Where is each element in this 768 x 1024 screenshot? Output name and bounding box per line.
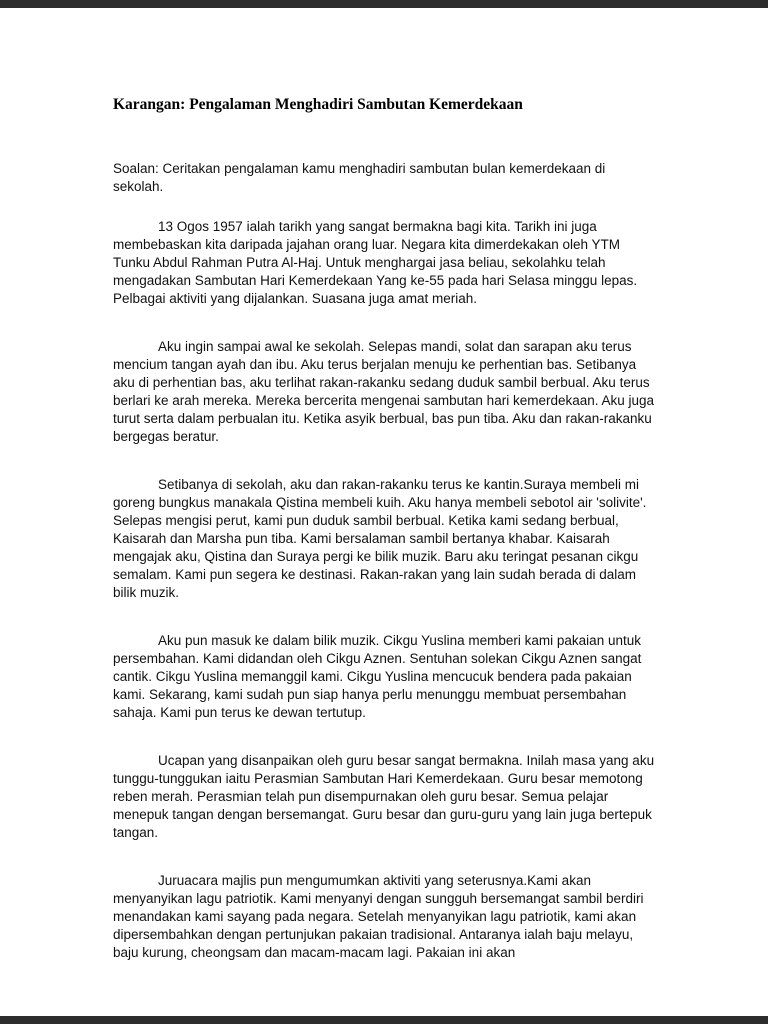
- page-bottom-edge: [0, 1016, 768, 1024]
- essay-paragraph-4: Aku pun masuk ke dalam bilik muzik. Cikgu Yuslina memberi kami pakaian untuk persembahan. Kami didandan oleh Cikgu Aznen. Sentuhan solekan Cikgu Aznen sangat cantik. Cikgu Yuslina memanggil kami. Cikgu Yuslina mencucuk bendera pada pakaian kami. Sekarang, kami sudah pun siap hanya perlu menunggu membuat persembahan sahaja. Kami pun terus ke dewan tertutup.: [113, 633, 642, 720]
- essay-paragraph-1: 13 Ogos 1957 ialah tarikh yang sangat bermakna bagi kita. Tarikh ini juga membebaskan kita daripada jajahan orang luar. Negara kita dimerdekakan oleh YTM Tunku Abdul Rahman Putra Al-Haj. Untuk menghargai jasa beliau, sekolahku telah mengadakan Sambutan Hari Kemerdekaan Yang ke-55 pada hari Selasa minggu lepas. Pelbagai aktiviti yang dijalankan. Suasana juga amat meriah.: [113, 219, 638, 306]
- document-page: [0, 8, 768, 1016]
- essay-question: Soalan: Ceritakan pengalaman kamu menghadiri sambutan bulan kemerdekaan di sekolah.: [113, 161, 606, 194]
- essay-paragraph-2: Aku ingin sampai awal ke sekolah. Selepas mandi, solat dan sarapan aku terus mencium tangan ayah dan ibu. Aku terus berjalan menuju ke perhentian bas. Setibanya aku di perhentian bas, aku terlihat rakan-rakanku sedang duduk sambil berbual. Aku terus berlari ke arah mereka. Mereka bercerita mengenai sambutan hari kemerdekaan. Aku juga turut serta dalam perbualan itu. Ketika asyik berbual, bas pun tiba. Aku dan rakan-rakanku bergegas beratur.: [113, 339, 655, 444]
- essay-title: Karangan: Pengalaman Menghadiri Sambutan Kemerdekaan: [113, 96, 523, 113]
- page-top-edge: [0, 0, 768, 8]
- essay-paragraph-6: Juruacara majlis pun mengumumkan aktiviti yang seterusnya.Kami akan menyanyikan lagu patriotik. Kami menyanyi dengan sungguh bersemangat sambil berdiri menandakan kami sayang pada negara. Setelah menyanyikan lagu patriotik, kami akan dipersembahkan dengan pertunjukan pakaian tradisional. Antaranya ialah baju melayu, baju kurung, cheongsam dan macam-macam lagi. Pakaian ini akan: [113, 873, 644, 960]
- essay-paragraph-5: Ucapan yang disanpaikan oleh guru besar sangat bermakna. Inilah masa yang aku tunggu-tunggukan iaitu Perasmian Sambutan Hari Kemerdekaan. Guru besar memotong reben merah. Perasmian telah pun disempurnakan oleh guru besar. Semua pelajar menepuk tangan dengan bersemangat. Guru besar dan guru-guru yang lain juga bertepuk tangan.: [113, 753, 655, 840]
- essay-paragraph-3: Setibanya di sekolah, aku dan rakan-rakanku terus ke kantin.Suraya membeli mi goreng bungkus manakala Qistina membeli kuih. Aku hanya membeli sebotol air 'solivite'. Selepas mengisi perut, kami pun duduk sambil berbual. Ketika kami sedang berbual, Kaisarah dan Marsha pun tiba. Kami bersalaman sambil bertanya khabar. Kaisarah mengajak aku, Qistina dan Suraya pergi ke bilik muzik. Baru aku teringat pesanan cikgu semalam. Kami pun segera ke destinasi. Rakan-rakan yang lain sudah berada di dalam bilik muzik.: [113, 477, 647, 600]
